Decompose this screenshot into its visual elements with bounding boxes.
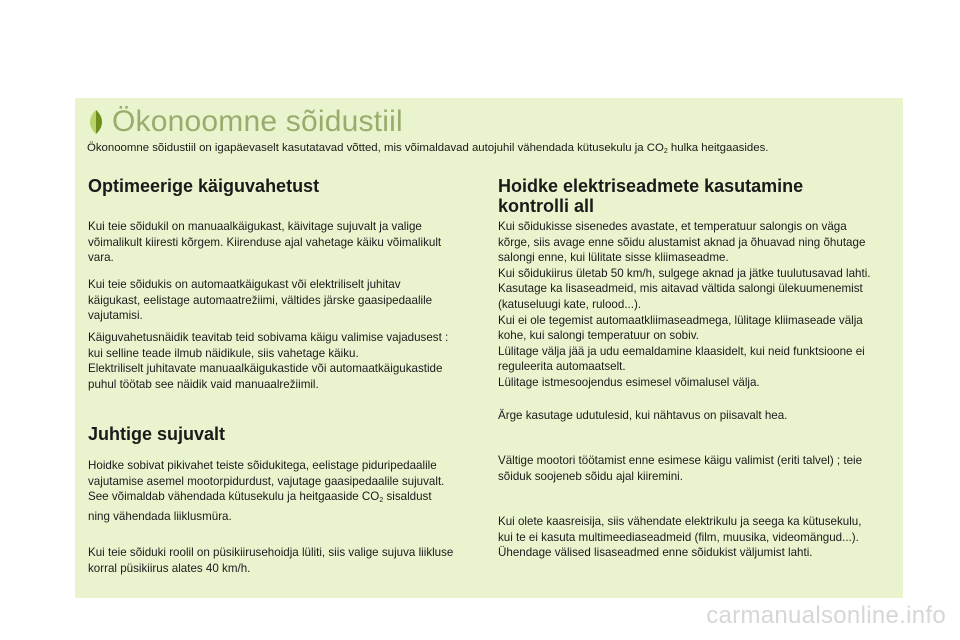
heading-optimize-gears: Optimeerige käiguvahetust (88, 176, 320, 196)
page-title: Ökonoomne sõidustiil (112, 105, 403, 138)
leaf-icon (86, 109, 106, 135)
paragraph-climate-control: Kui sõidukisse sisenedes avastate, et temperatuur salongis on väga kõrge, siis avage enne sõidu alustamist aknad ja õhuavad ning õhutage salongi enne, kui lülitate sisse kliimaseadme. Kui sõidukiirus ületab 50 km/h, sulgege aknad ja jätke tuulutusavad lahti. Kasutage ka lisaseadmeid, mis aitavad vältida salongi ülekuumenemist (katuseluugi kate, rulood...). Kui ei ole tegemist automaatkliimaseadmega, lülitage kliimaseade välja kohe, kui salongi temperatuur on sobiv. Lülitage välja jää ja udu eemaldamine klaasidelt, kui neid funktsioone ei reguleerita automaatselt. Lülitage istmesoojendus esimesel võimalusel välja. (498, 220, 871, 389)
title-row (86, 104, 403, 140)
intro-paragraph: Ökonoomne sõidustiil on igapäevaselt kasutatavad võtted, mis võimaldavad autojuhil vähendada kütusekulu ja $CO_2$ hulka heitgaasides. (87, 142, 769, 155)
paragraph-multimedia: Kui olete kaasreisija, siis vähendate elektrikulu ja seega ka kütusekulu, kui te ei kasuta multimeediaseadmeid (film, muusika, videomängud...). Ühendage välised lisaseadmed enne sõidukist väljumist lahti. (498, 515, 862, 560)
paragraph-automatic-gearbox: Kui teie sõidukis on automaatkäigukast või elektriliselt juhitav käigukast, eelistage automaatrežiimi, vältides järske gaasipedaalile vajutamisi. (88, 278, 433, 323)
paragraph-engine-idle: Vältige mootori töötamist enne esimese käigu valimist (eriti talvel) ; teie sõiduk soojeneb sõidu ajal kiiremini. (498, 454, 863, 483)
heading-drive-smoothly: Juhtige sujuvalt (88, 424, 226, 444)
paragraph-manual-gearbox: Kui teie sõidukil on manuaalkäigukast, käivitage sujuvalt ja valige võimalikult kiiresti kõrgem. Kiirenduse ajal vahetage käiku võimalikult vara. (88, 220, 442, 265)
watermark: carmanualsonline.info (706, 602, 946, 629)
paragraph-fog-lights: Ärge kasutage udutulesid, kui nähtavus on piisavalt hea. (498, 409, 788, 422)
paragraph-cruise-control: Kui teie sõiduki roolil on püsikiirusehoidja lüliti, siis valige sujuva liikluse korral püsikiirus alates 40 km/h. (88, 546, 454, 575)
co2-subscript: 2 (663, 148, 668, 155)
paragraph-gear-indicator: Käiguvahetusnäidik teavitab teid sobivama käigu valimise vajadusest : kui selline teade ilmub näidikule, siis vahetage käiku. Elektriliselt juhitavate manuaalkäigukastide või automaatkäigukastide puhul töötab see näidik vaid manuaalrežiimil. (88, 331, 449, 391)
paragraph-distance-keeping: Hoidke sobivat pikivahet teiste sõidukitega, eelistage piduripedaalile vajutamise asemel mootorpidurdust, vajutage gaasipedaalile sujuvalt. See võimaldab vähendada kütusekulu ja heitgaaside $CO_2$ sisaldust ning vähendada liiklusmüra. (88, 459, 445, 523)
heading-electrical-equipment: Hoidke elektriseadmete kasutamine kontrolli all (498, 176, 804, 216)
